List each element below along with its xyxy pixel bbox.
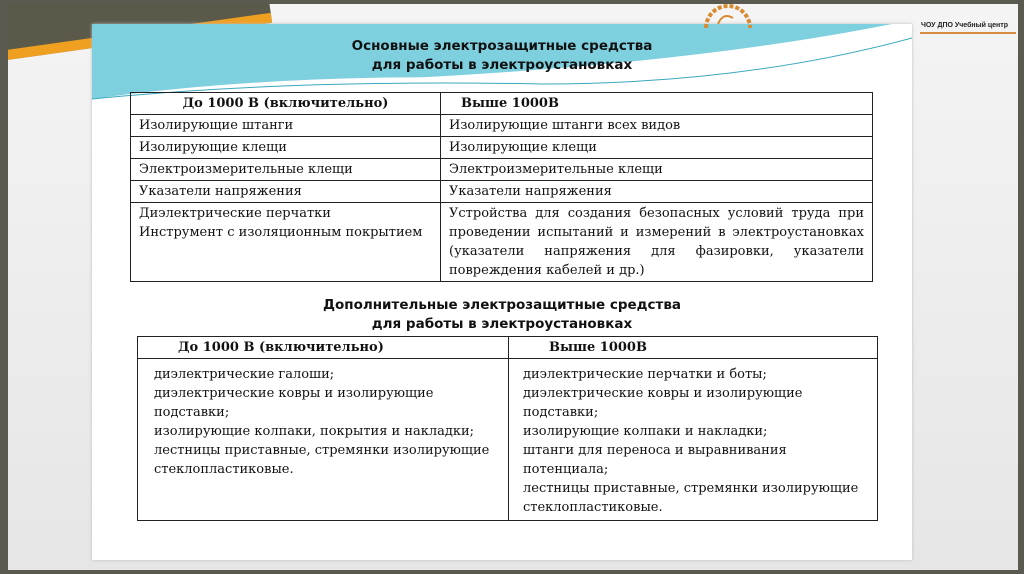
cell: Устройства для создания безопасных условий труда при проведении испытаний и измерений в электроустановках (указатели напряжения для фазировки, указатели повреждения кабелей и др.) <box>441 203 873 282</box>
list-item: диэлектрические ковры и изолирующие подставки; <box>523 386 803 420</box>
cell: Указатели напряжения <box>441 181 873 203</box>
table-row <box>131 159 873 181</box>
list-item: диэлектрические ковры и изолирующие подставки; <box>154 386 434 420</box>
cell: Электроизмерительные клещи <box>441 159 873 181</box>
list-item: изолирующие колпаки и накладки; <box>523 424 768 439</box>
list-item: изолирующие колпаки, покрытия и накладки; <box>154 424 475 439</box>
list-item: диэлектрические перчатки и боты; <box>523 367 767 382</box>
cell: Диэлектрические перчатки Инструмент с изоляционным покрытием <box>131 203 441 282</box>
col-header: До 1000 В (включительно) <box>138 337 509 359</box>
title-line: для работы в электроустановках <box>371 316 633 332</box>
cell: Изолирующие штанги всех видов <box>441 115 873 137</box>
title-line: Дополнительные электрозащитные средства <box>322 297 682 313</box>
table-row <box>131 137 873 159</box>
title-line: Основные электрозащитные средства <box>351 38 653 54</box>
section1-title <box>92 37 912 75</box>
table-row <box>131 203 873 282</box>
cell: Изолирующие клещи <box>131 137 441 159</box>
section2-title <box>92 296 912 334</box>
additional-protection-table <box>137 336 878 521</box>
list-item: диэлектрические галоши; <box>154 367 335 382</box>
cell: Указатели напряжения <box>131 181 441 203</box>
list-item: лестницы приставные, стремянки изолирующие стеклопластиковые. <box>523 481 859 515</box>
slide <box>8 4 1018 570</box>
list-item: лестницы приставные, стремянки изолирующие стеклопластиковые. <box>154 443 490 477</box>
logo-gear-icon <box>698 4 758 28</box>
cell: Электроизмерительные клещи <box>131 159 441 181</box>
cell <box>138 359 509 521</box>
basic-protection-table <box>130 92 873 282</box>
table-row <box>131 115 873 137</box>
title-line: для работы в электроустановках <box>371 57 633 73</box>
table-row <box>131 181 873 203</box>
cell: Изолирующие штанги <box>131 115 441 137</box>
col-header: До 1000 В (включительно) <box>131 93 441 115</box>
header-rule <box>920 32 1016 34</box>
table-row <box>138 359 878 521</box>
organization-name: ЧОУ ДПО Учебный центр <box>920 22 1008 29</box>
list-item: штанги для переноса и выравнивания потенциала; <box>523 443 787 477</box>
col-header: Выше 1000В <box>509 337 878 359</box>
cell <box>509 359 878 521</box>
cell: Изолирующие клещи <box>441 137 873 159</box>
col-header: Выше 1000В <box>441 93 873 115</box>
